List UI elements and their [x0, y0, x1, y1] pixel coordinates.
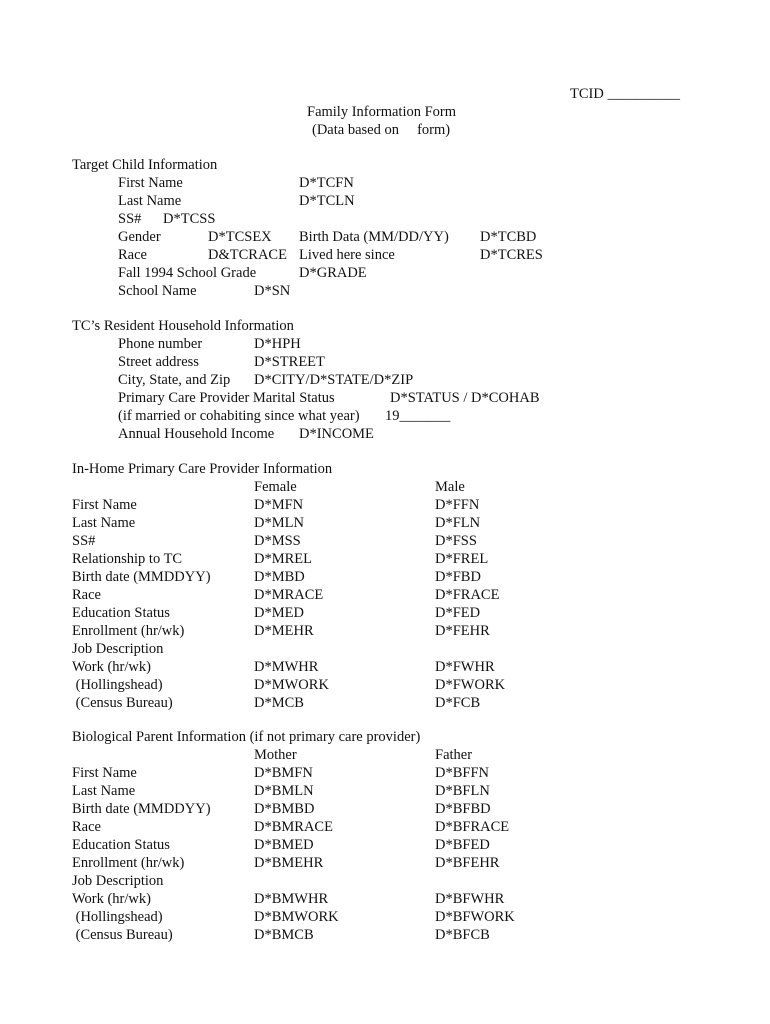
hh-phone-code: D*HPH	[254, 336, 301, 352]
biological-father-code: D*BFWORK	[435, 909, 515, 925]
in-home-male-code: D*FRACE	[435, 587, 500, 603]
biological-heading: Biological Parent Information (if not primary care provider)	[72, 729, 421, 745]
in-home-male-code: D*FED	[435, 605, 481, 621]
hh-married-label: (if married or cohabiting since what year)	[118, 408, 360, 424]
in-home-female-code: D*MSS	[254, 533, 301, 549]
biological-mother-code: D*BMEHR	[254, 855, 324, 871]
in-home-row-label: Relationship to TC	[72, 551, 183, 567]
tc-race-code: D&TCRACE	[208, 247, 287, 263]
tc-last-name-label: Last Name	[118, 193, 182, 209]
biological-mother-code: D*BMWHR	[254, 891, 329, 907]
biological-mother-code: D*BMBD	[254, 801, 315, 817]
bio-col-father: Father	[435, 747, 473, 763]
form-subtitle: (Data based on form)	[312, 122, 451, 138]
in-home-col-male: Male	[435, 479, 465, 495]
tcid-field: TCID __________	[570, 86, 680, 102]
hh-city-code: D*CITY/D*STATE/D*ZIP	[254, 372, 414, 388]
hh-phone-label: Phone number	[118, 336, 203, 352]
biological-row-label: Education Status	[72, 837, 170, 853]
biological-father-code: D*BFEHR	[435, 855, 500, 871]
in-home-male-code: D*FREL	[435, 551, 489, 567]
bio-col-mother: Mother	[254, 747, 297, 763]
tc-birth-code: D*TCBD	[480, 229, 537, 245]
in-home-col-female: Female	[254, 479, 297, 495]
tc-grade-code: D*GRADE	[299, 265, 367, 281]
in-home-row-label: Birth date (MMDDYY)	[72, 569, 211, 585]
biological-row-label: (Census Bureau)	[72, 927, 173, 943]
in-home-male-code: D*FLN	[435, 515, 481, 531]
in-home-male-code: D*FEHR	[435, 623, 490, 639]
in-home-row-label: Race	[72, 587, 101, 603]
in-home-male-code: D*FCB	[435, 695, 481, 711]
in-home-female-code: D*MWORK	[254, 677, 329, 693]
in-home-female-code: D*MED	[254, 605, 304, 621]
form-title: Family Information Form	[307, 104, 457, 120]
tc-last-name-code: D*TCLN	[299, 193, 355, 209]
hh-city-label: City, State, and Zip	[118, 372, 231, 388]
tc-lived-label: Lived here since	[299, 247, 395, 263]
in-home-female-code: D*MRACE	[254, 587, 324, 603]
in-home-male-code: D*FWORK	[435, 677, 506, 693]
biological-father-code: D*BFCB	[435, 927, 490, 943]
biological-father-code: D*BFFN	[435, 765, 489, 781]
tc-grade-label: Fall 1994 School Grade	[118, 265, 257, 281]
biological-mother-code: D*BMWORK	[254, 909, 339, 925]
hh-income-label: Annual Household Income	[118, 426, 275, 442]
tc-race-label: Race	[118, 247, 147, 263]
biological-father-code: D*BFLN	[435, 783, 490, 799]
biological-row-label: First Name	[72, 765, 137, 781]
biological-mother-code: D*BMFN	[254, 765, 313, 781]
in-home-female-code: D*MREL	[254, 551, 312, 567]
in-home-female-code: D*MEHR	[254, 623, 314, 639]
tc-birth-label: Birth Data (MM/DD/YY)	[299, 229, 449, 245]
tc-school-label: School Name	[118, 283, 197, 299]
in-home-female-code: D*MCB	[254, 695, 304, 711]
in-home-female-code: D*MFN	[254, 497, 304, 513]
in-home-row-label: Last Name	[72, 515, 136, 531]
in-home-row-label: Education Status	[72, 605, 170, 621]
in-home-row-label: Enrollment (hr/wk)	[72, 623, 185, 639]
in-home-row-label: SS#	[72, 533, 96, 549]
tc-ss-code: D*TCSS	[163, 211, 216, 227]
in-home-row-label: (Hollingshead)	[72, 677, 163, 693]
biological-mother-code: D*BMRACE	[254, 819, 333, 835]
in-home-male-code: D*FWHR	[435, 659, 495, 675]
biological-father-code: D*BFRACE	[435, 819, 510, 835]
in-home-male-code: D*FBD	[435, 569, 481, 585]
biological-mother-code: D*BMED	[254, 837, 314, 853]
biological-father-code: D*BFED	[435, 837, 490, 853]
biological-row-label: Enrollment (hr/wk)	[72, 855, 185, 871]
in-home-heading: In-Home Primary Care Provider Information	[72, 461, 333, 477]
tc-first-name-code: D*TCFN	[299, 175, 354, 191]
in-home-male-code: D*FSS	[435, 533, 477, 549]
in-home-row-label: Job Description	[72, 641, 164, 657]
biological-row-label: Work (hr/wk)	[72, 891, 151, 907]
biological-father-code: D*BFWHR	[435, 891, 505, 907]
in-home-row-label: First Name	[72, 497, 137, 513]
target-child-heading: Target Child Information	[72, 157, 218, 173]
in-home-female-code: D*MLN	[254, 515, 304, 531]
biological-mother-code: D*BMCB	[254, 927, 314, 943]
biological-row-label: Last Name	[72, 783, 136, 799]
biological-row-label: Job Description	[72, 873, 164, 889]
hh-marital-code: D*STATUS / D*COHAB	[390, 390, 540, 406]
hh-income-code: D*INCOME	[299, 426, 374, 442]
biological-row-label: (Hollingshead)	[72, 909, 163, 925]
household-heading: TC’s Resident Household Information	[72, 318, 294, 334]
tc-first-name-label: First Name	[118, 175, 183, 191]
tc-ss-label: SS#	[118, 211, 142, 227]
hh-street-code: D*STREET	[254, 354, 325, 370]
biological-row-label: Race	[72, 819, 101, 835]
in-home-male-code: D*FFN	[435, 497, 480, 513]
hh-married-value: 19_______	[385, 408, 451, 424]
in-home-female-code: D*MWHR	[254, 659, 319, 675]
hh-street-label: Street address	[118, 354, 199, 370]
in-home-row-label: Work (hr/wk)	[72, 659, 151, 675]
biological-row-label: Birth date (MMDDYY)	[72, 801, 211, 817]
tc-lived-code: D*TCRES	[480, 247, 543, 263]
in-home-female-code: D*MBD	[254, 569, 305, 585]
biological-mother-code: D*BMLN	[254, 783, 314, 799]
in-home-row-label: (Census Bureau)	[72, 695, 173, 711]
tc-school-code: D*SN	[254, 283, 291, 299]
tc-gender-code: D*TCSEX	[208, 229, 272, 245]
tc-gender-label: Gender	[118, 229, 161, 245]
biological-father-code: D*BFBD	[435, 801, 491, 817]
hh-marital-label: Primary Care Provider Marital Status	[118, 390, 335, 406]
